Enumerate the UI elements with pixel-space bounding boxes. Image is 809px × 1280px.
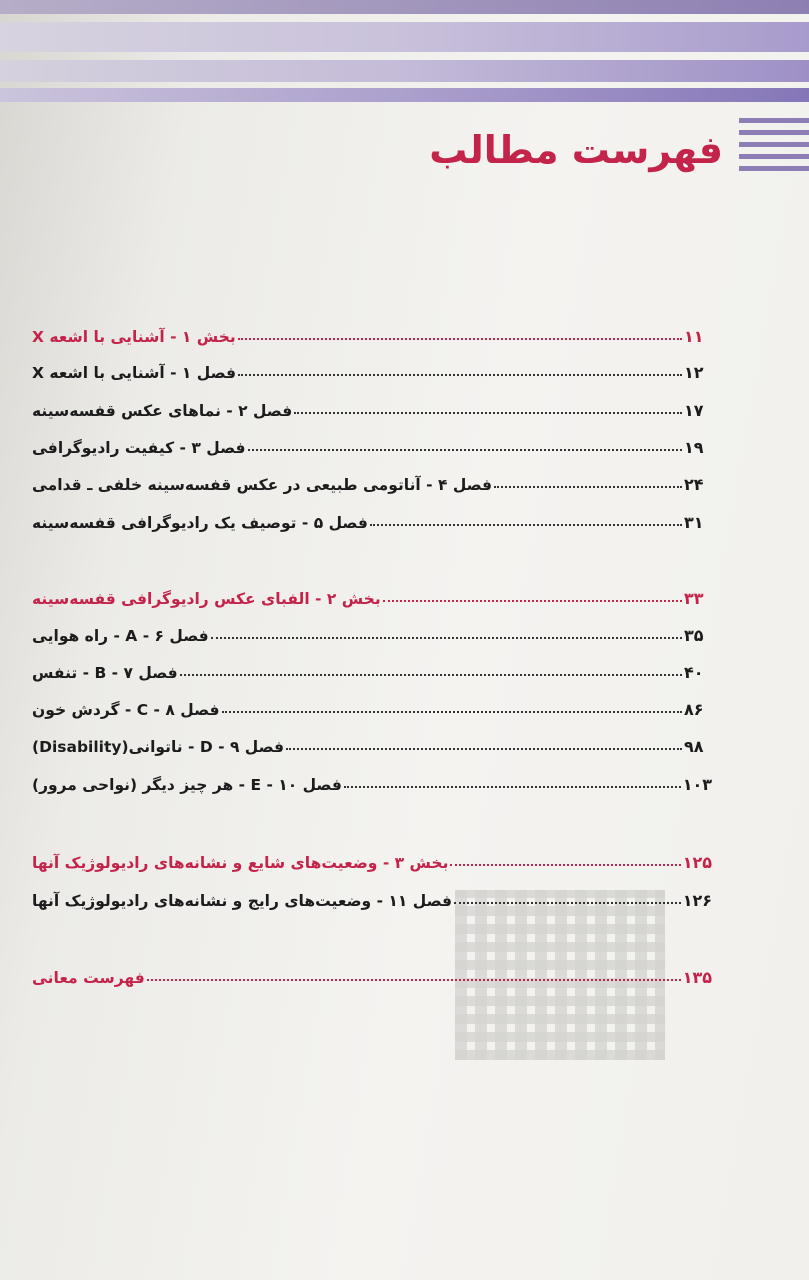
toc-entry-label: فصل ۵ - توصیف یک رادیوگرافی قفسه‌سینه [32,514,368,532]
toc-entry-page: ۹۸ [684,737,704,756]
toc-chapter-entry[interactable] [28,615,712,645]
toc-chapter-entry[interactable] [28,726,712,756]
dot-leader [454,902,681,904]
toc-entry-label: فهرست معانی [32,969,145,987]
toc-chapter-entry[interactable] [28,352,712,382]
toc-chapter-entry[interactable] [28,652,712,682]
toc-chapter-entry[interactable] [28,464,712,494]
toc-part-entry[interactable] [28,316,712,346]
dot-leader [294,412,682,414]
dot-leader [494,486,682,488]
toc-entry-label: فصل ۱ - آشنایی با اشعه X [32,364,237,382]
toc-chapter-entry[interactable] [28,764,712,794]
toc-entry-label: فصل ۹ - D - ناتوانی(Disability) [32,738,285,756]
toc-part-entry[interactable] [28,842,712,872]
toc-entry-page: ۱۰۳ [682,775,712,794]
toc-entry-label: فصل ۸ - C - گردش خون [32,701,220,719]
toc-entry-page: ۱۹ [684,438,704,457]
header-band [0,60,809,82]
toc-entry-page: ۱۱ [684,327,704,346]
toc-entry-label: بخش ۳ - وضعیت‌های شایع و نشانه‌های رادیولوژیک آنها [32,854,449,872]
dot-leader [344,786,681,788]
dot-leader [222,711,683,713]
toc-chapter-entry[interactable] [28,390,712,420]
dot-leader [248,449,682,451]
toc-entry-label: فصل ۴ - آناتومی طبیعی در عکس قفسه‌سینه خلفی ـ قدامی [32,476,493,494]
toc-entry-page: ۳۵ [684,626,704,645]
toc-entry-page: ۱۲ [684,363,704,382]
dot-leader [147,979,681,981]
dot-leader [211,637,682,639]
toc-entry-label: فصل ۶ - A - راه هوایی [32,627,209,645]
dot-leader [180,674,682,676]
dot-leader [370,524,682,526]
toc-chapter-entry[interactable] [28,502,712,532]
toc-entry-page: ۲۴ [684,475,704,494]
dot-leader [383,600,682,602]
toc-entry-label: بخش ۲ - الفبای عکس رادیوگرافی قفسه‌سینه [32,590,381,608]
header-band [0,22,809,52]
toc-entry-page: ۳۱ [684,513,704,532]
toc-entry-label: بخش ۱ - آشنایی با اشعه X [32,328,236,346]
dot-leader [450,864,680,866]
toc-entry-page: ۱۲۶ [682,891,712,910]
dot-leader [238,374,682,376]
toc-entry-page: ۱۳۵ [682,968,712,987]
toc-entry-page: ۱۷ [684,401,704,420]
page-title: فهرست مطالب [429,128,723,172]
header-band [0,0,809,14]
toc-chapter-entry[interactable] [28,880,712,910]
toc-entry-page: ۸۶ [684,700,704,719]
toc-entry-page: ۱۲۵ [682,853,712,872]
toc-entry-page: ۳۳ [684,589,704,608]
toc-part-entry[interactable] [28,578,712,608]
toc-entry-label: فصل ۱۱ - وضعیت‌های رایج و نشانه‌های رادیولوژیک آنها [32,892,452,910]
dot-leader [286,748,682,750]
toc-chapter-entry[interactable] [28,427,712,457]
toc-entry-label: فصل ۷ - B - تنفس [32,664,178,682]
toc-entry-label: فصل ۲ - نماهای عکس قفسه‌سینه [32,402,293,420]
toc-chapter-entry[interactable] [28,689,712,719]
toc-part-entry[interactable] [28,957,712,987]
header-band [0,88,809,102]
toc-entry-label: فصل ۱۰ - E - هر چیز دیگر (نواحی مرور) [32,776,342,794]
title-decoration [739,118,809,178]
toc-entry-label: فصل ۳ - کیفیت رادیوگرافی [32,439,246,457]
toc-entry-page: ۴۰ [684,663,704,682]
dot-leader [238,338,682,340]
